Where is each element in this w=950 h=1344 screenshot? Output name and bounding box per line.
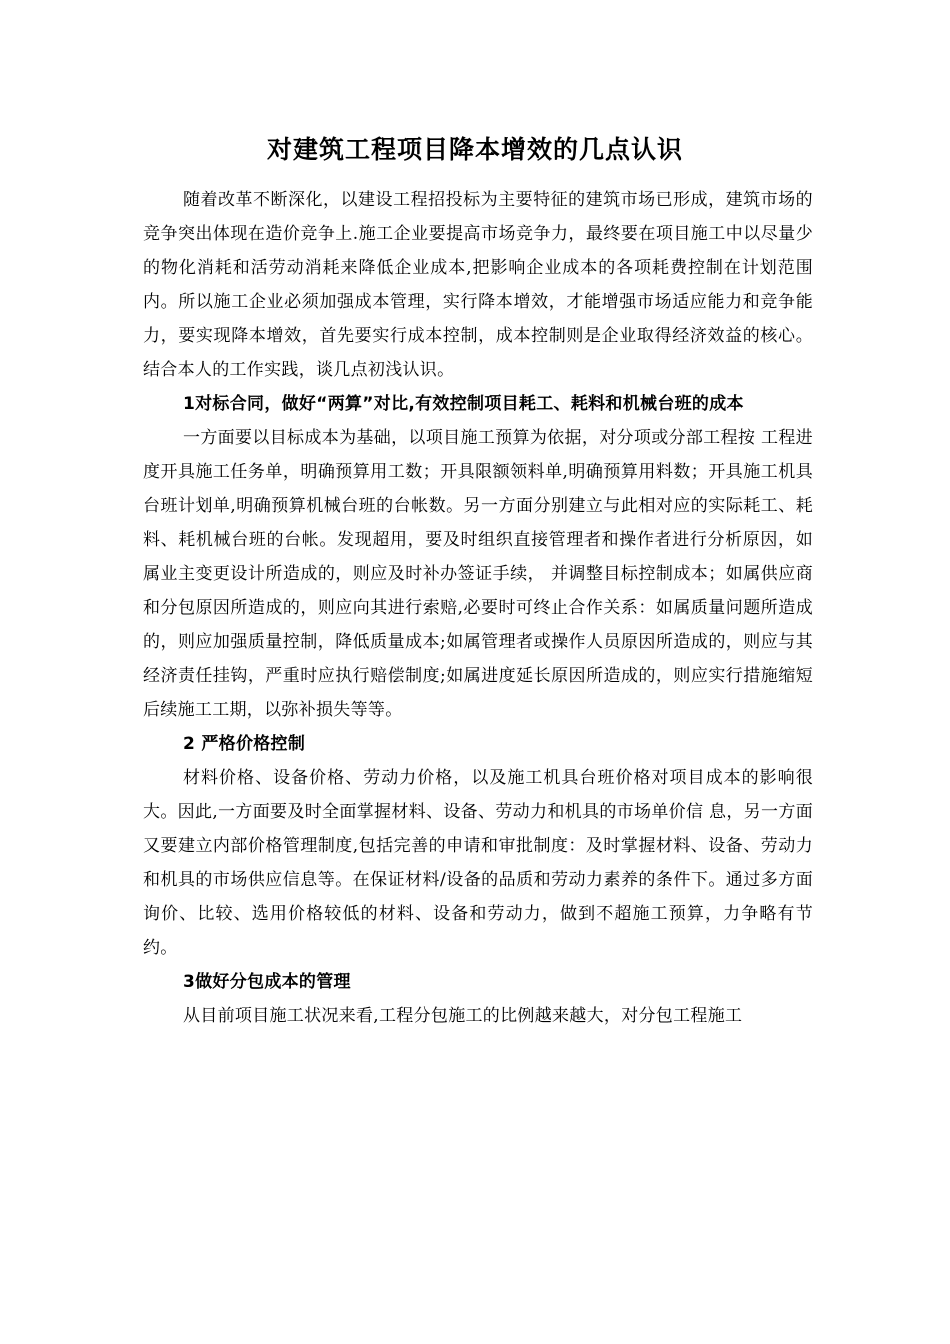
section-2-heading: 2 严格价格控制	[183, 734, 306, 754]
document-title: 对建筑工程项目降本增效的几点认识	[266, 135, 683, 164]
section-1-paragraph: 一方面要以目标成本为基础，以项目施工预算为依据，对分项或分部工程按 工程进度开具施工任务单，明确预算用工数；开具限额领料单,明确预算用料数；开具施工机具台班计划单,明确预算机械台班的台帐数。另一方面分别建立与此相对应的实际耗工、耗料、耗机械台班的台帐。发现超用，要及时组织直接管理者和操作者进行分析原因，如属业主变更设计所造成的，则应及时补办签证手续， 并调整目标控制成本；如属供应商和分包原因所造成的，则应向其进行索赔,必要时可终止合作关系：如属质量问题所造成的，则应加强质量控制，降低质量成本;如属管理者或操作人员原因所造成的，则应与其经济责任挂钩，严重时应执行赔偿制度;如属进度延长原因所造成的，则应实行措施缩短后续施工工期，以弥补损失等等。	[143, 428, 813, 720]
document-body	[143, 183, 813, 1033]
intro-paragraph: 随着改革不断深化，以建设工程招投标为主要特征的建筑市场已形成，建筑市场的竞争突出体现在造价竞争上.施工企业要提高市场竞争力，最终要在项目施工中以尽量少的物化消耗和活劳动消耗来降低企业成本,把影响企业成本的各项耗费控制在计划范围内。所以施工企业必须加强成本管理，实行降本增效，才能增强市场适应能力和竞争能力，要实现降本增效，首先要实行成本控制，成本控制则是企业取得经济效益的核心。结合本人的工作实践，谈几点初浅认识。	[143, 190, 813, 380]
section-3-heading: 3做好分包成本的管理	[183, 972, 351, 992]
section-3-paragraph: 从目前项目施工状况来看,工程分包施工的比例越来越大，对分包工程施工	[183, 1006, 743, 1026]
section-2-paragraph: 材料价格、设备价格、劳动力价格，以及施工机具台班价格对项目成本的影响很大。因此,一方面要及时全面掌握材料、设备、劳动力和机具的市场单价信 息，另一方面又要建立内部价格管理制度,包括完善的申请和审批制度：及时掌握材料、设备、劳动力和机具的市场供应信息等。在保证材料/设备的品质和劳动力素养的条件下。通过多方面询价、比较、选用价格较低的材料、设备和劳动力，做到不超施工预算，力争略有节约。	[143, 768, 813, 958]
section-1-heading: 1对标合同，做好“两算”对比,有效控制项目耗工、耗料和机械台班的成本	[183, 394, 744, 414]
